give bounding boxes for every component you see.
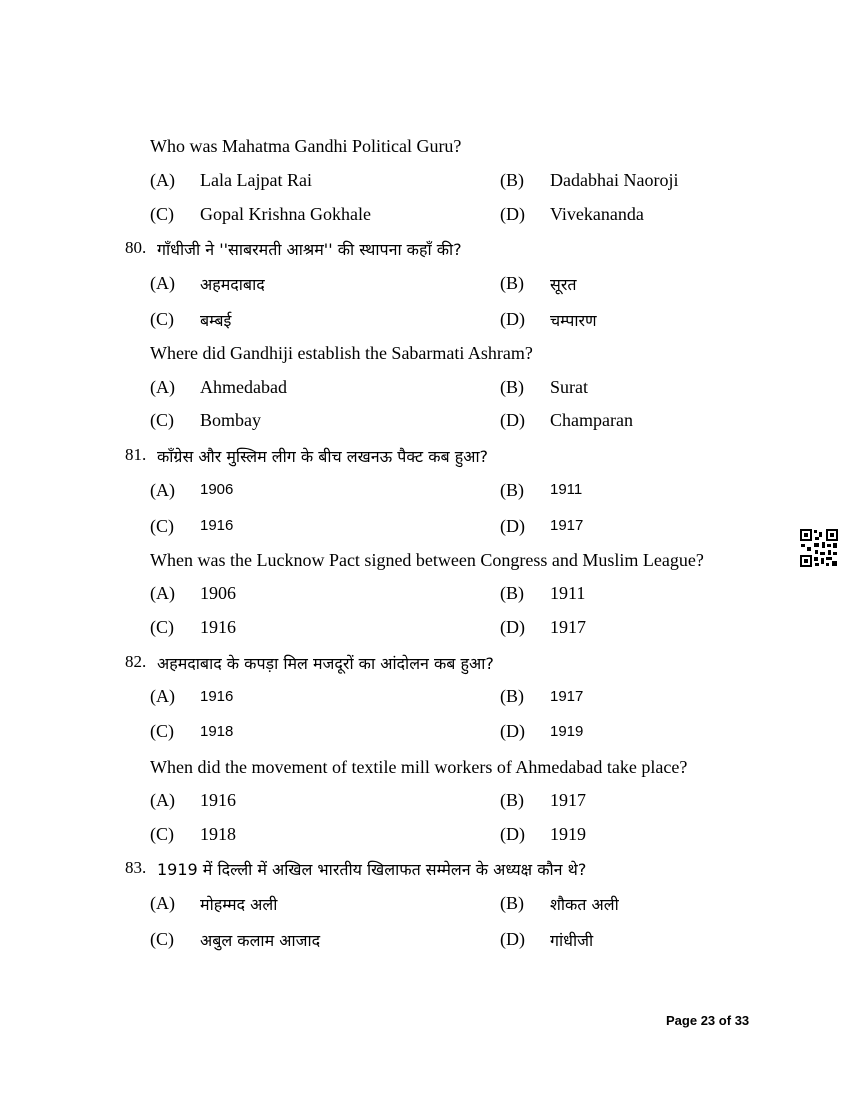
option-label: (D) bbox=[500, 929, 525, 949]
option-text: Gopal Krishna Gokhale bbox=[200, 204, 371, 224]
option-text: 1917 bbox=[550, 617, 586, 637]
question-80-hindi: गाँधीजी ने ''साबरमती आश्रम'' की स्थापना कहाँ की? bbox=[157, 240, 462, 259]
option-text: बम्बई bbox=[200, 311, 232, 330]
option-label: (B) bbox=[500, 273, 524, 293]
option-label: (D) bbox=[500, 410, 525, 430]
option-text: गांधीजी bbox=[550, 931, 594, 950]
option-text: Surat bbox=[550, 377, 588, 397]
option-text: 1918 bbox=[200, 723, 234, 740]
option-text: मोहम्मद अली bbox=[200, 895, 278, 914]
option-label: (C) bbox=[150, 617, 174, 637]
question-83-hindi: 1919 में दिल्ली में अखिल भारतीय खिलाफत सम्मेलन के अध्यक्ष कौन थे? bbox=[157, 860, 587, 879]
option-text: Champaran bbox=[550, 410, 633, 430]
current-page: 23 bbox=[700, 1013, 716, 1028]
option-text: चम्पारण bbox=[550, 311, 597, 330]
option-label: (B) bbox=[500, 790, 524, 810]
option-text: सूरत bbox=[550, 275, 577, 294]
option-label: (B) bbox=[500, 583, 524, 603]
option-label: (B) bbox=[500, 377, 524, 397]
option-label: (B) bbox=[500, 893, 524, 913]
question-81-hindi: काँग्रेस और मुस्लिम लीग के बीच लखनऊ पैक्ट कब हुआ? bbox=[157, 447, 489, 466]
option-label: (D) bbox=[500, 516, 525, 536]
option-text: Lala Lajpat Rai bbox=[200, 170, 312, 190]
option-text: 1911 bbox=[550, 481, 583, 498]
option-text: 1906 bbox=[200, 481, 234, 498]
option-text: 1917 bbox=[550, 790, 586, 810]
option-label: (D) bbox=[500, 824, 525, 844]
option-label: (B) bbox=[500, 686, 524, 706]
option-label: (D) bbox=[500, 309, 525, 329]
option-text: 1906 bbox=[200, 583, 236, 603]
question-82-english: When did the movement of textile mill workers of Ahmedabad take place? bbox=[150, 757, 688, 777]
page-footer bbox=[666, 1013, 749, 1028]
option-label: (C) bbox=[150, 824, 174, 844]
option-label: (B) bbox=[500, 170, 524, 190]
option-label: (D) bbox=[500, 721, 525, 741]
option-label: (D) bbox=[500, 617, 525, 637]
option-label: (C) bbox=[150, 721, 174, 741]
question-81-english: When was the Lucknow Pact signed between Congress and Muslim League? bbox=[150, 550, 704, 570]
option-label: (A) bbox=[150, 480, 175, 500]
option-label: (A) bbox=[150, 583, 175, 603]
option-text: Dadabhai Naoroji bbox=[550, 170, 679, 190]
option-label: (A) bbox=[150, 686, 175, 706]
option-text: 1919 bbox=[550, 723, 584, 740]
of-word: of bbox=[718, 1013, 732, 1028]
option-label: (C) bbox=[150, 204, 174, 224]
question-79-english: Who was Mahatma Gandhi Political Guru? bbox=[150, 136, 462, 156]
question-number: 83. bbox=[125, 858, 147, 877]
option-text: Vivekananda bbox=[550, 204, 644, 224]
option-label: (A) bbox=[150, 377, 175, 397]
option-label: (C) bbox=[150, 929, 174, 949]
option-text: शौकत अली bbox=[550, 895, 619, 914]
option-label: (A) bbox=[150, 273, 175, 293]
option-label: (B) bbox=[500, 480, 524, 500]
option-text: Ahmedabad bbox=[200, 377, 287, 397]
option-text: 1916 bbox=[200, 517, 234, 534]
option-text: 1916 bbox=[200, 617, 236, 637]
page-word: Page bbox=[666, 1013, 698, 1028]
option-text: 1911 bbox=[550, 583, 586, 603]
option-label: (C) bbox=[150, 516, 174, 536]
question-number: 82. bbox=[125, 652, 147, 671]
total-pages: 33 bbox=[734, 1013, 750, 1028]
option-label: (D) bbox=[500, 204, 525, 224]
question-number: 81. bbox=[125, 445, 147, 464]
question-number: 80. bbox=[125, 238, 147, 257]
option-text: 1916 bbox=[200, 790, 236, 810]
option-label: (A) bbox=[150, 790, 175, 810]
option-label: (A) bbox=[150, 170, 175, 190]
option-text: अबुल कलाम आजाद bbox=[200, 931, 321, 950]
option-label: (C) bbox=[150, 410, 174, 430]
option-label: (C) bbox=[150, 309, 174, 329]
question-80-english: Where did Gandhiji establish the Sabarmati Ashram? bbox=[150, 343, 533, 363]
option-text: 1917 bbox=[550, 688, 584, 705]
option-text: अहमदाबाद bbox=[200, 275, 265, 294]
option-text: Bombay bbox=[200, 410, 261, 430]
option-text: 1917 bbox=[550, 517, 584, 534]
question-82-hindi: अहमदाबाद के कपड़ा मिल मजदूरों का आंदोलन कब हुआ? bbox=[157, 654, 494, 673]
option-label: (A) bbox=[150, 893, 175, 913]
option-text: 1916 bbox=[200, 688, 234, 705]
option-text: 1918 bbox=[200, 824, 236, 844]
option-text: 1919 bbox=[550, 824, 586, 844]
qr-code bbox=[799, 528, 839, 568]
